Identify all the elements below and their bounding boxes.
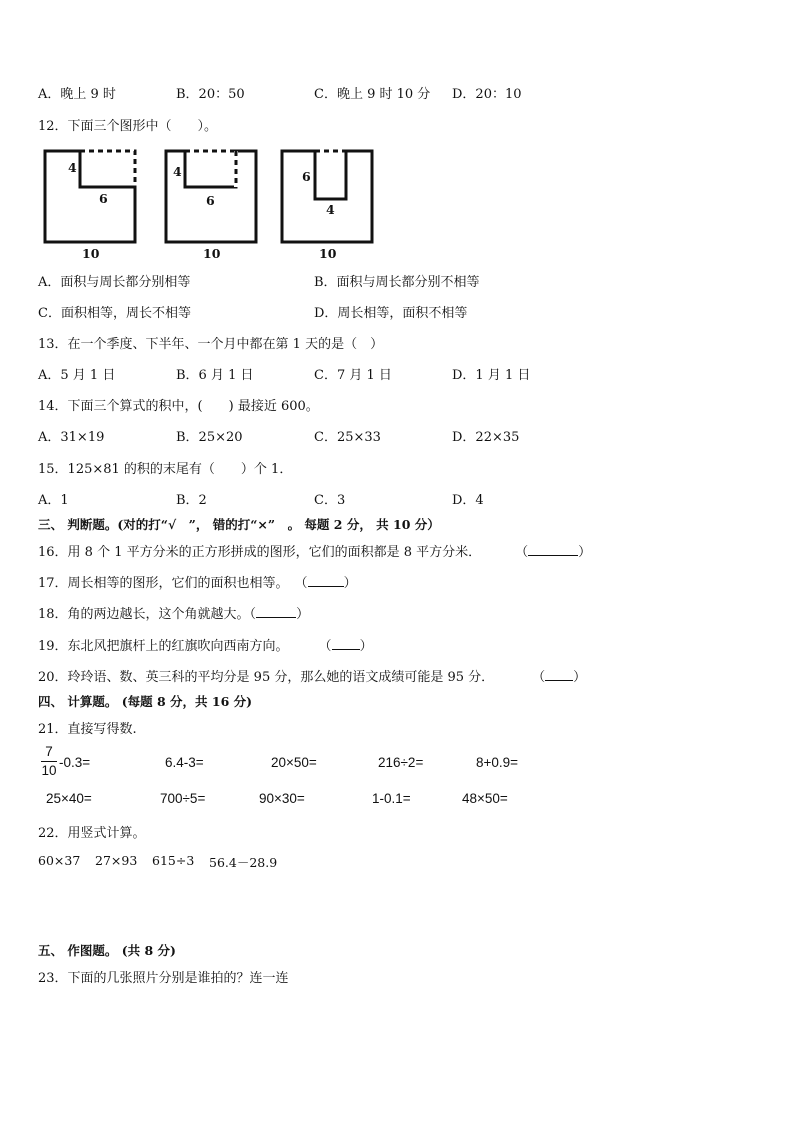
figure-3 — [282, 151, 372, 261]
q21-row1-item-3: 20×50= — [271, 755, 317, 770]
q22-item-1: 60×37 — [38, 853, 81, 868]
q12-option-d: D．周长相等，面积不相等 — [314, 306, 468, 321]
q15-option-b: B．2 — [176, 493, 207, 508]
q14-stem: 14．下面三个算式的积中，( ) 最接近 600。 — [38, 399, 319, 414]
fraction-denominator: 10 — [41, 763, 57, 778]
q17-paren-open: （ — [294, 576, 308, 591]
q16-paren-open: （ — [515, 545, 529, 560]
q14-option-c: C．25×33 — [314, 430, 381, 445]
q23-stem: 23．下面的几张照片分别是谁拍的？连一连 — [38, 971, 289, 986]
q20-paren-open: （ — [532, 670, 546, 685]
q21-row2-item-1: 25×40= — [46, 791, 92, 806]
figure-1-side-label: 4 — [68, 160, 77, 175]
q16-paren-close: ） — [578, 545, 592, 560]
q21-row2-item-4: 1-0.1= — [372, 791, 411, 806]
q14-option-b: B．25×20 — [176, 430, 243, 445]
q14-option-a: A．31×19 — [38, 430, 105, 445]
q13-stem: 13．在一个季度、下半年、一个月中都在第 1 天的是（ ） — [38, 337, 384, 352]
figure-3-inner-label: 4 — [326, 202, 335, 217]
section-4-title: 四、 计算题。 (每题 8 分，共 16 分) — [38, 694, 253, 709]
q19-line — [38, 635, 373, 654]
q16-line — [38, 541, 591, 560]
q21-row1-item-5: 8+0.9= — [476, 755, 519, 770]
q21-stem: 21．直接写得数. — [38, 722, 137, 737]
fraction-bar — [41, 761, 57, 762]
q19-answer-blank[interactable] — [332, 637, 360, 650]
q12-option-b: B．面积与周长都分别不相等 — [314, 275, 480, 290]
q12-option-c: C．面积相等，周长不相等 — [38, 306, 191, 321]
q19-paren-open: （ — [318, 639, 332, 654]
q15-option-d: D．4 — [452, 493, 484, 508]
q12-option-a: A．面积与周长都分别相等 — [38, 275, 191, 290]
q21-row1-item-4: 216÷2= — [378, 755, 424, 770]
q22-stem: 22．用竖式计算。 — [38, 826, 146, 841]
q16-text: 16．用 8 个 1 平方分米的正方形拼成的图形，它们的面积都是 8 平方分米． — [38, 545, 482, 560]
q21-row1-item-2: 6.4-3= — [165, 755, 204, 770]
figure-2-bottom-label: 10 — [203, 246, 221, 261]
q12-figures — [0, 140, 400, 265]
q17-answer-blank[interactable] — [308, 574, 344, 587]
q15-option-c: C．3 — [314, 493, 346, 508]
q18-text: 18．角的两边越长，这个角就越大。 — [38, 607, 250, 622]
section-3-title: 三、 判断题。(对的打“√ ”， 错的打“×” 。 每题 2 分， 共 10 分） — [38, 517, 440, 532]
q21-row2-item-5: 48×50= — [462, 791, 508, 806]
figure-2-side-label: 4 — [173, 164, 182, 179]
q20-answer-blank[interactable] — [545, 668, 573, 681]
q16-answer-blank[interactable] — [528, 543, 578, 556]
q22-item-2: 27×93 — [95, 853, 138, 868]
q18-line — [38, 603, 309, 622]
q13-option-a: A．5 月 1 日 — [38, 368, 116, 383]
section-5-title: 五、 作图题。 (共 8 分) — [38, 943, 176, 958]
q17-text: 17．周长相等的图形，它们的面积也相等。 — [38, 576, 289, 591]
q12-stem: 12．下面三个图形中（ ）。 — [38, 119, 218, 134]
q19-text: 19．东北风把旗杆上的红旗吹向西南方向。 — [38, 639, 289, 654]
q22-item-3: 615÷3 — [152, 853, 195, 868]
figure-1-inner-label: 6 — [99, 191, 108, 206]
q11-option-d: D．20：10 — [452, 87, 522, 102]
figure-1-bottom-label: 10 — [82, 246, 100, 261]
q11-option-c: C．晚上 9 时 10 分 — [314, 87, 431, 102]
q21-row2-item-2: 700÷5= — [160, 791, 206, 806]
q19-paren-close: ） — [359, 639, 373, 654]
figure-3-bottom-label: 10 — [319, 246, 337, 261]
q18-paren-close: ） — [296, 607, 310, 622]
q14-option-d: D．22×35 — [452, 430, 520, 445]
q17-paren-close: ） — [343, 576, 357, 591]
q13-option-b: B．6 月 1 日 — [176, 368, 254, 383]
q11-option-b: B．20：50 — [176, 87, 245, 102]
figure-3-side-label: 6 — [302, 169, 311, 184]
q20-text: 20．玲玲语、数、英三科的平均分是 95 分，那么她的语文成绩可能是 95 分． — [38, 670, 495, 685]
figure-1 — [45, 151, 135, 261]
q17-line — [38, 572, 357, 591]
figure-2 — [166, 151, 256, 261]
q13-option-c: C．7 月 1 日 — [314, 368, 392, 383]
q18-paren-open: （ — [249, 607, 257, 622]
q11-option-a: A．晚上 9 时 — [38, 87, 116, 102]
q21-row1-item-1: -0.3= — [59, 755, 91, 770]
fraction-numerator: 7 — [45, 744, 53, 759]
q13-option-d: D．1 月 1 日 — [452, 368, 531, 383]
figure-2-inner-label: 6 — [206, 193, 215, 208]
q18-answer-blank[interactable] — [256, 605, 296, 618]
q22-item-4: 56.4－28.9 — [209, 855, 278, 870]
q20-paren-close: ） — [573, 670, 587, 685]
q15-stem: 15．125×81 的积的末尾有（ ）个 1． — [38, 462, 293, 477]
q21-fraction — [40, 744, 58, 779]
q21-row2-item-3: 90×30= — [259, 791, 305, 806]
q20-line — [38, 666, 586, 685]
q15-option-a: A．1 — [38, 493, 69, 508]
